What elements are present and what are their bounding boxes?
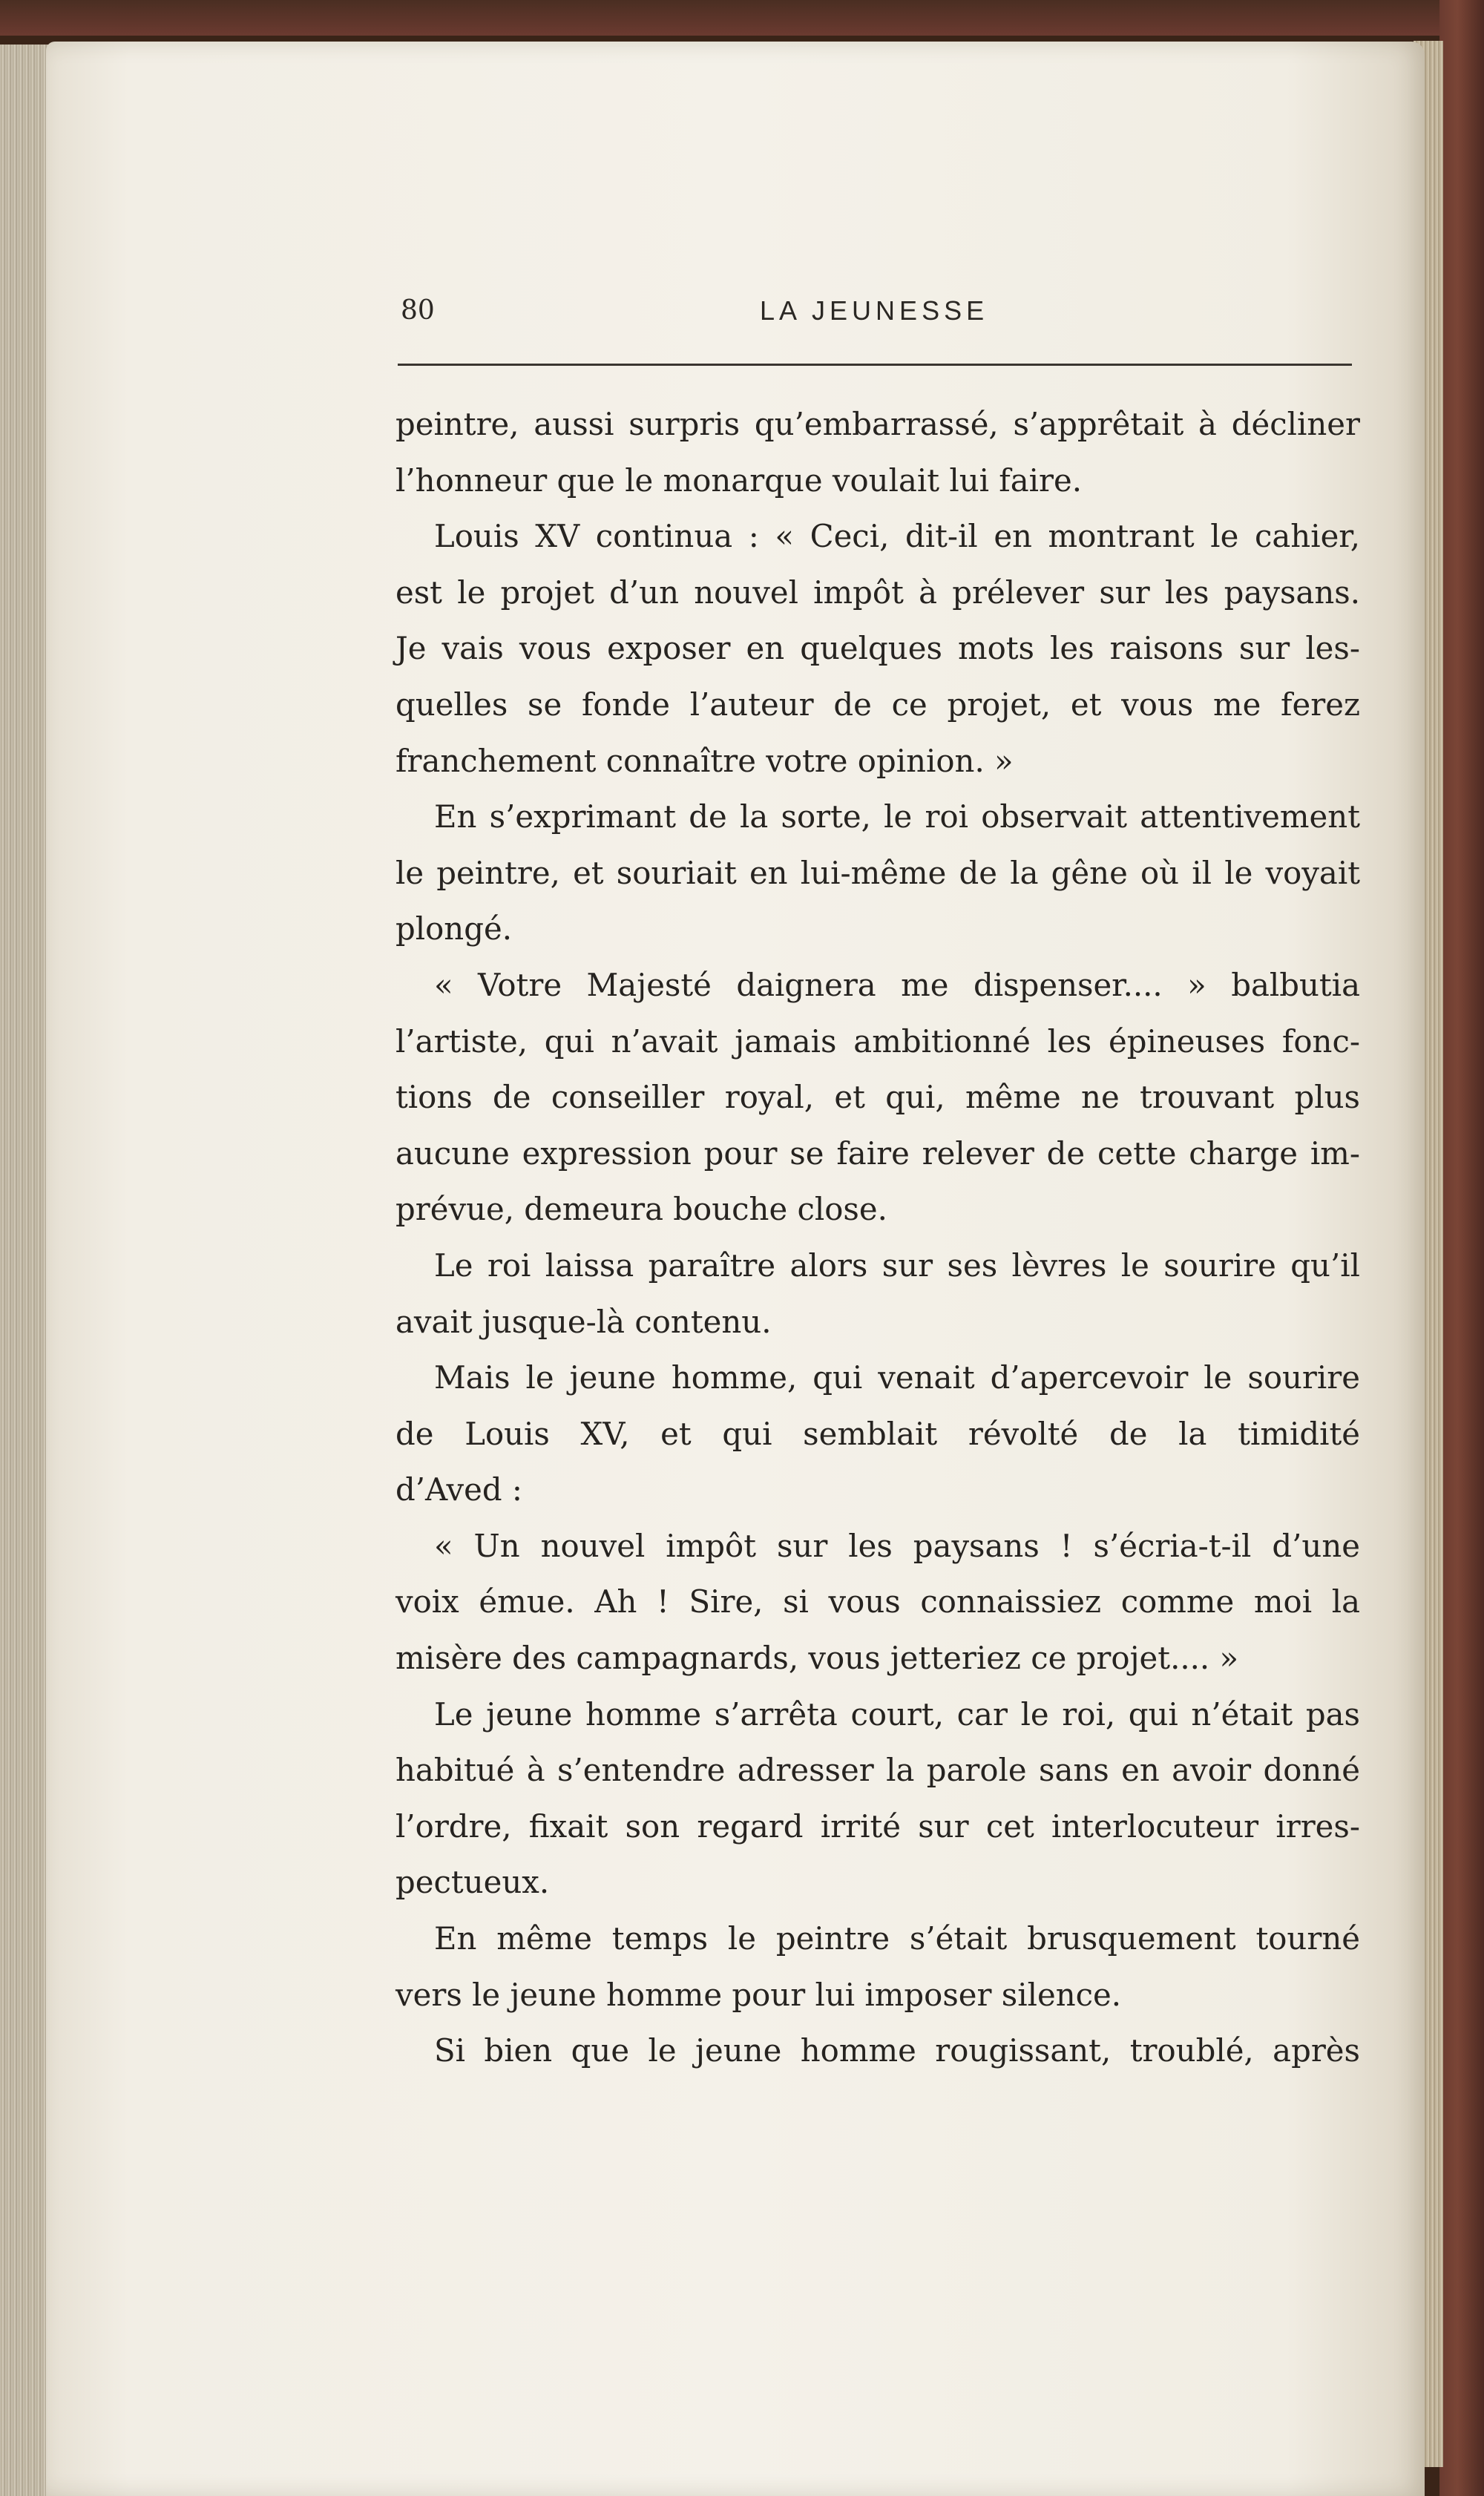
text-line: Louis XV continua : « Ceci, dit-il en montrant le cahier, (434, 518, 1360, 555)
text-line: vers le jeune homme pour lui imposer silence. (395, 1976, 1122, 2013)
text-line: le peintre, et souriait en lui-même de la gêne où il le voyait (395, 854, 1360, 891)
header-rule (398, 364, 1352, 366)
text-line: l’honneur que le monarque voulait lui faire. (395, 462, 1083, 499)
text-line: avait jusque-là contenu. (395, 1303, 772, 1340)
text-line: Si bien que le jeune homme rougissant, troublé, après (434, 2032, 1360, 2069)
text-line: est le projet d’un nouvel impôt à prélever sur les paysans. (395, 574, 1360, 611)
page-stack-left (0, 45, 52, 2496)
text-line: l’ordre, fixait son regard irrité sur cet interlocuteur irres- (395, 1807, 1360, 1845)
text-line: pectueux. (395, 1864, 550, 1901)
book-cover-top-edge (0, 0, 1484, 36)
text-line: de Louis XV, et qui semblait révolté de la timidité (395, 1415, 1360, 1452)
text-line: « Un nouvel impôt sur les paysans ! s’écria-t-il d’une (434, 1527, 1360, 1564)
text-line: d’Aved : (395, 1471, 523, 1508)
body-text (395, 396, 1360, 2079)
text-line: plongé. (395, 910, 512, 948)
text-line: aucune expression pour se faire relever de cette charge im- (395, 1134, 1360, 1172)
text-line: franchement connaître votre opinion. » (395, 742, 1014, 779)
text-line: En s’exprimant de la sorte, le roi observait attentivement (434, 798, 1360, 835)
text-line: misère des campagnards, vous jetteriez ce projet.... » (395, 1640, 1239, 1677)
text-line: Je vais vous exposer en quelques mots les raisons sur les- (395, 630, 1360, 667)
text-line: peintre, aussi surpris qu’embarrassé, s’apprêtait à décliner (395, 406, 1360, 442)
text-line: Le roi laissa paraître alors sur ses lèvres le sourire qu’il (434, 1247, 1360, 1284)
text-line: voix émue. Ah ! Sire, si vous connaissiez comme moi la (395, 1583, 1360, 1620)
text-line: Mais le jeune homme, qui venait d’apercevoir le sourire (434, 1359, 1360, 1396)
text-line: quelles se fonde l’auteur de ce projet, et vous me ferez (395, 686, 1360, 723)
text-line: Le jeune homme s’arrêta court, car le roi, qui n’était pas (434, 1695, 1360, 1733)
text-line: En même temps le peintre s’était brusquement tourné (434, 1920, 1360, 1957)
text-line: habitué à s’entendre adresser la parole sans en avoir donné (395, 1752, 1360, 1789)
page-number: 80 (401, 295, 435, 326)
text-line: prévue, demeura bouche close. (395, 1191, 887, 1228)
text-line: « Votre Majesté daignera me dispenser.... » balbutia (434, 966, 1360, 1003)
text-line: l’artiste, qui n’avait jamais ambitionné les épineuses fonc- (395, 1022, 1360, 1060)
text-line: tions de conseiller royal, et qui, même ne trouvant plus (395, 1079, 1360, 1116)
book-cover-right-edge (1439, 0, 1484, 2496)
running-title: LA JEUNESSE (760, 295, 989, 326)
